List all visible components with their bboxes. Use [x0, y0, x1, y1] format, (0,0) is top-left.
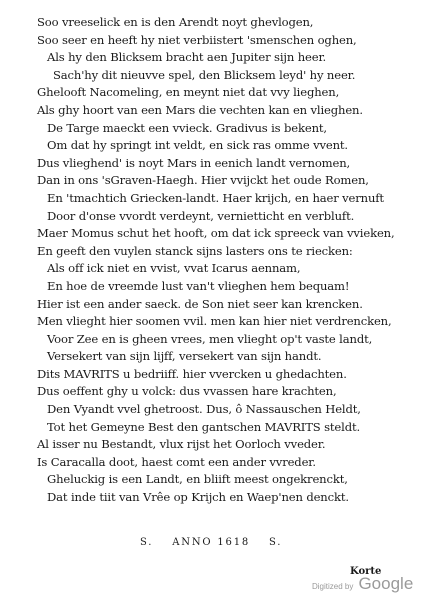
poem-line: Versekert van sijn lijff, versekert van sijn handt. [47, 349, 322, 364]
poem-line: Om dat hy springt int veldt, en sick ras omme vvent. [47, 138, 348, 153]
poem-line: Als off ick niet en vvist, vvat Icarus aennam, [47, 261, 301, 276]
watermark-prefix: Digitized by [312, 582, 354, 591]
poem-line: En hoe de vreemde lust van't vlieghen hem bequam! [47, 278, 350, 293]
poem-line: Sach'hy dit nieuvve spel, den Blicksem leyd' hy neer. [53, 67, 356, 82]
poem-line: Soo seer en heeft hy niet verbiistert 'smenschen oghen, [37, 32, 357, 47]
poem-line: Gheluckig is een Landt, en bliift meest ongekrenckt, [47, 472, 348, 487]
poem-line: Door d'onse vvordt verdeynt, vernietticht en verbluft. [47, 208, 355, 223]
digitized-watermark [312, 574, 413, 594]
colophon-right: S. [269, 537, 283, 548]
poem-line: Al isser nu Bestandt, vlux rijst het Oorloch vveder. [37, 437, 326, 452]
poem-line: Men vlieght hier soomen vvil. men kan hier niet verdrencken, [37, 314, 392, 329]
poem-line: Is Caracalla doot, haest comt een ander vvreder. [37, 454, 316, 469]
poem-line: Hier ist een ander saeck. de Son niet seer kan krencken. [37, 296, 363, 311]
poem-line: En geeft den vuylen stanck sijns lasters ons te riecken: [37, 243, 353, 258]
poem-line: Als ghy hoort van een Mars die vechten kan en vlieghen. [37, 102, 363, 117]
catchword: Korte [350, 566, 382, 577]
poem-line: Maer Momus schut het hooft, om dat ick spreeck van vvieken, [37, 226, 395, 241]
colophon-left: S. [140, 537, 154, 548]
poem-line: Als hy den Blicksem bracht aen Jupiter sijn heer. [47, 50, 327, 65]
poem-line: Dits MAVRITS u bedriiff. hier vvercken u ghedachten. [37, 366, 347, 381]
poem-line: Dat inde tiit van Vrêe op Krijch en Waep'nen denckt. [47, 490, 349, 505]
poem-line: Dus vlieghend' is noyt Mars in eenich landt vernomen, [37, 155, 351, 170]
poem-line: En 'tmachtich Griecken-landt. Haer krijch, en haer vernuft [47, 190, 384, 205]
poem-line: Voor Zee en is gheen vrees, men vlieght op't vaste landt, [47, 331, 373, 346]
poem-line: Dan in ons 'sGraven-Haegh. Hier vvijckt het oude Romen, [37, 173, 369, 188]
colophon-year: ANNO 1618 [172, 537, 251, 548]
colophon [140, 537, 296, 548]
google-logo: Google [358, 574, 414, 593]
poem-line: De Targe maeckt een vvieck. Gradivus is bekent, [47, 120, 327, 135]
poem-text [0, 14, 424, 507]
poem-line: Tot het Gemeyne Best den gantschen MAVRITS steldt. [47, 419, 361, 434]
poem-line: Ghelooft Nacomeling, en meynt niet dat vvy lieghen, [37, 85, 340, 100]
poem-line: Den Vyandt vvel ghetroost. Dus, ô Nassauschen Heldt, [47, 402, 361, 417]
poem-line: Soo vreeselick en is den Arendt noyt ghevlogen, [37, 15, 314, 29]
poem-line: Dus oeffent ghy u volck: dus vvassen hare krachten, [37, 384, 337, 399]
